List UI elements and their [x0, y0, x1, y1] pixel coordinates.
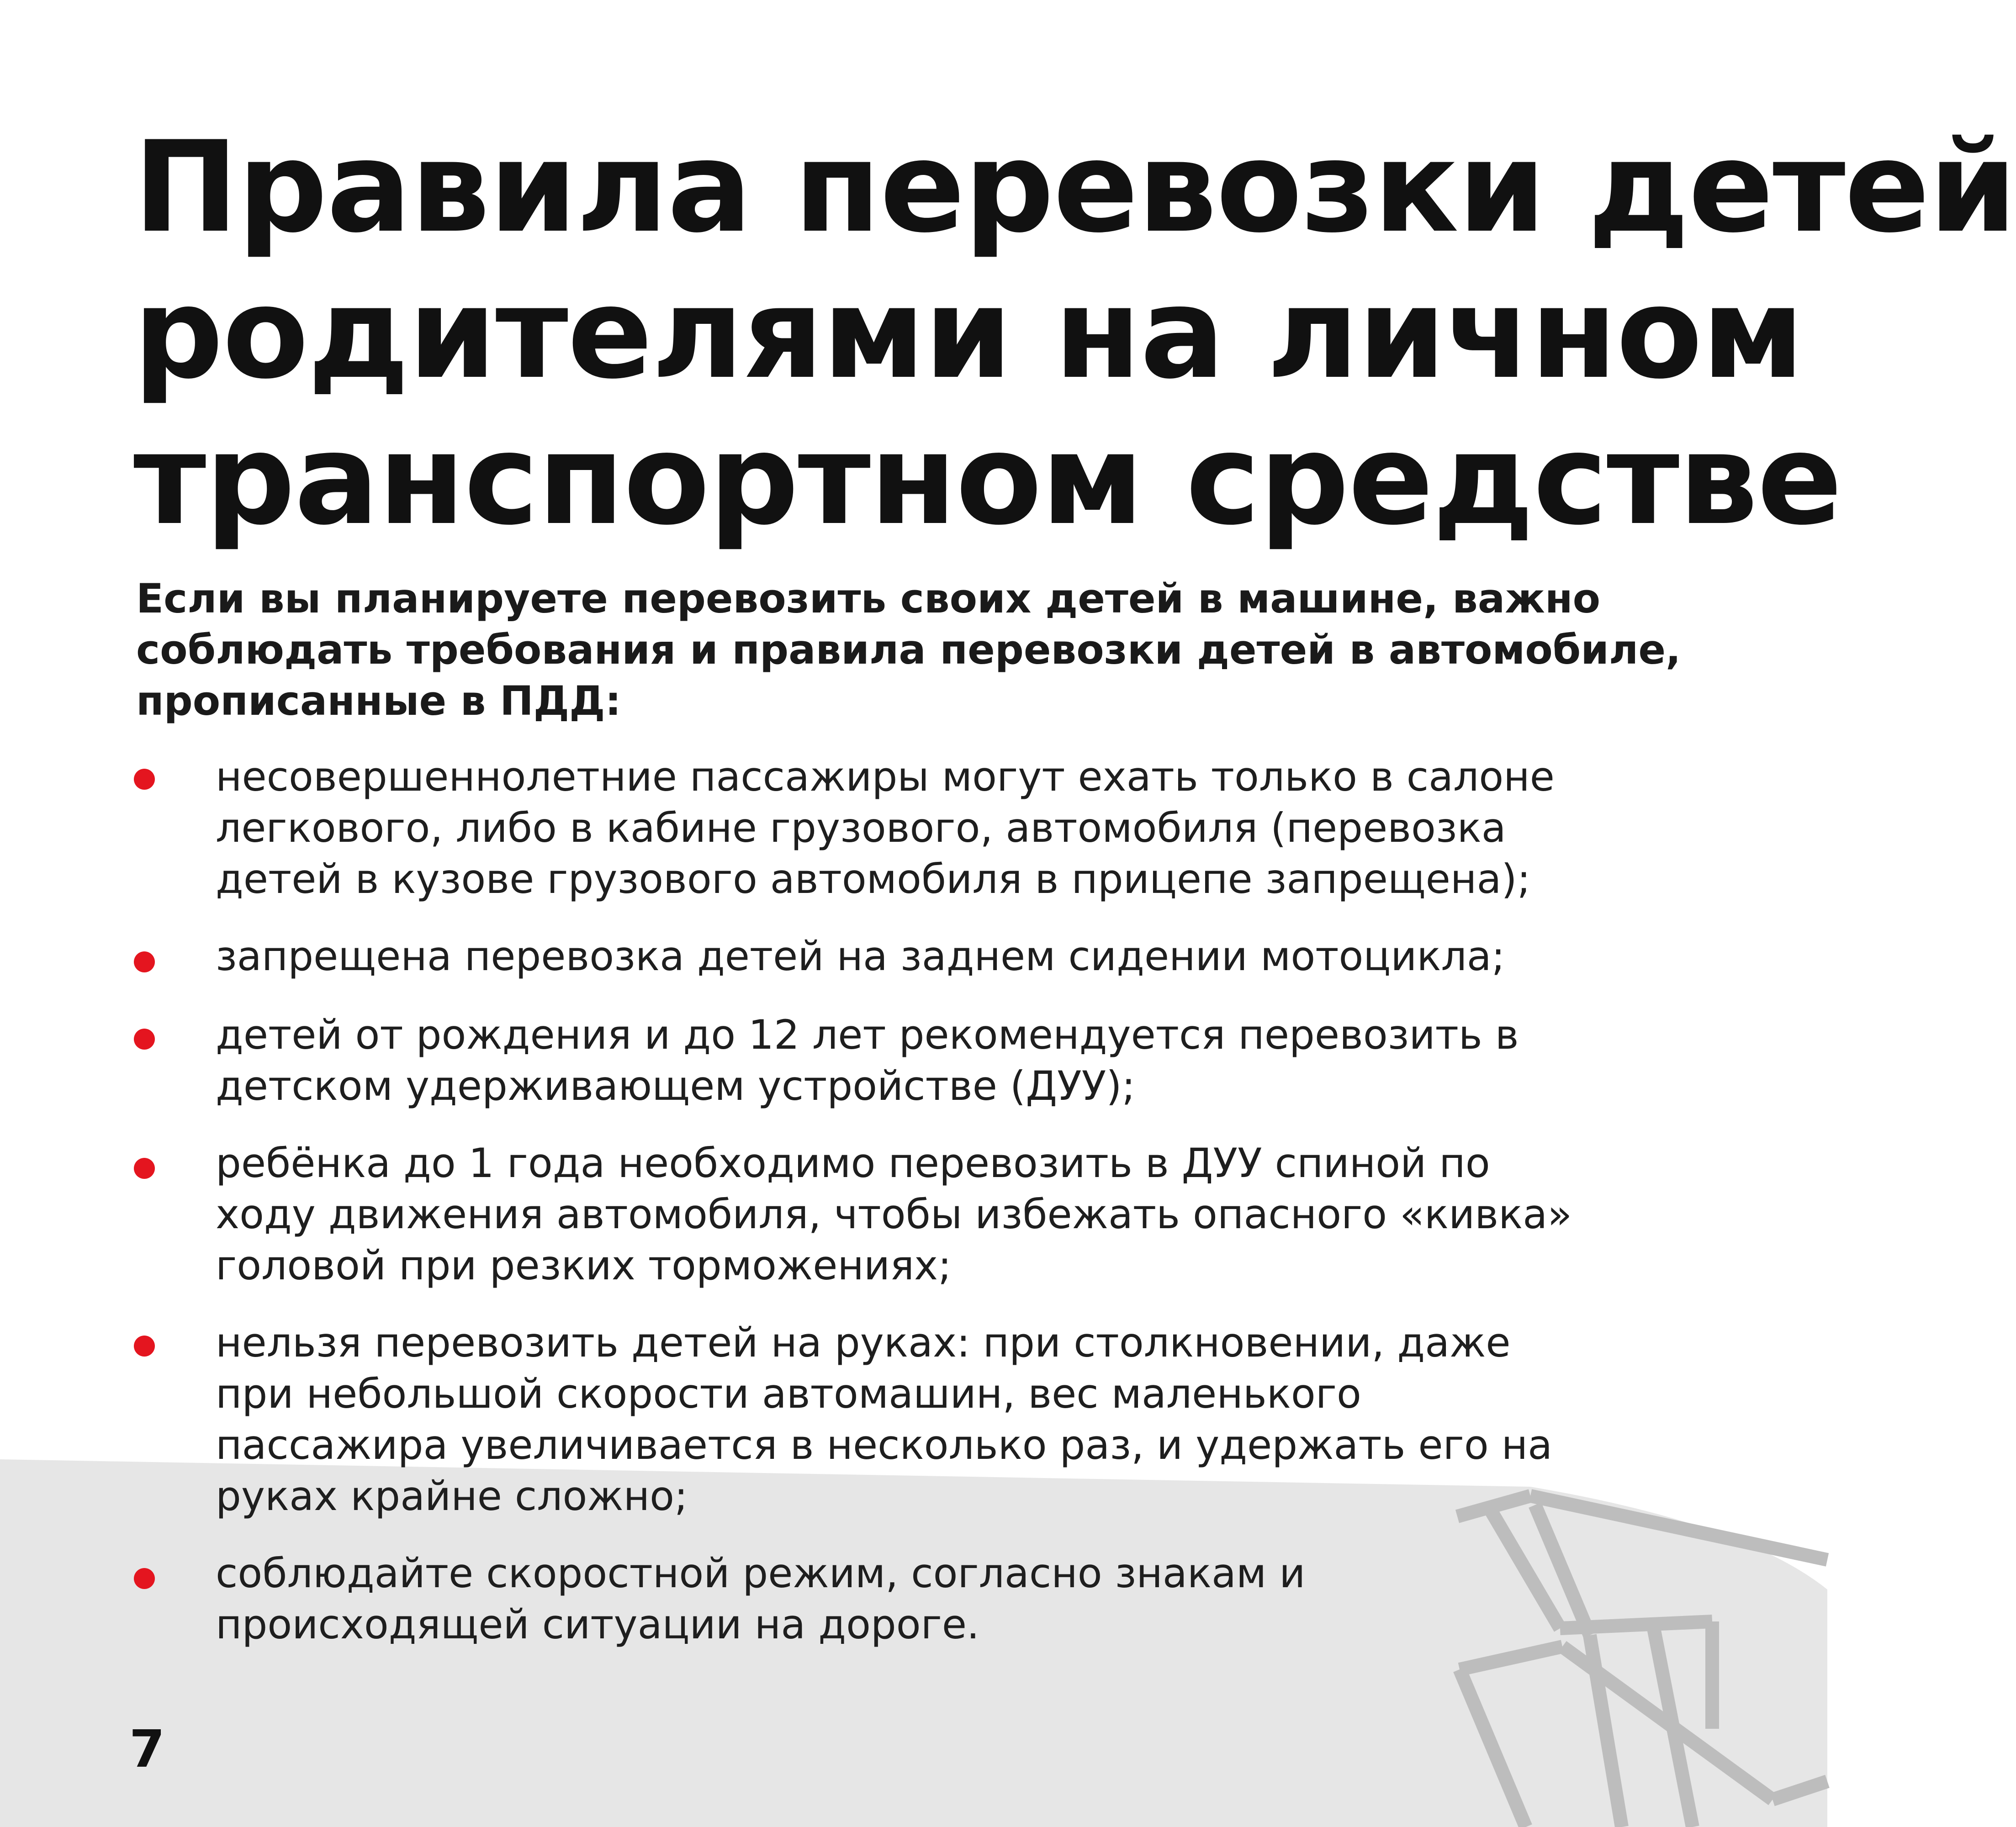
list-item: [0, 931, 1827, 982]
rule-line: происходящей ситуации на дороге.: [216, 1601, 979, 1648]
rule-line: нельзя перевозить детей на руках: при столкновении, даже: [216, 1319, 1511, 1366]
red-dot-icon: [134, 1158, 155, 1179]
title-line: транспортном средстве: [133, 407, 1841, 553]
rule-text: [216, 1009, 1668, 1112]
red-dot-icon: [134, 1029, 155, 1050]
red-dot-icon: [134, 951, 155, 972]
red-dot-icon: [134, 1336, 155, 1357]
page-title: [133, 114, 2016, 553]
rule-line: детском удерживающем устройстве (ДУУ);: [216, 1062, 1136, 1109]
title-line: родителями на личном: [133, 260, 1804, 407]
rule-text: [216, 751, 1668, 905]
intro-line: Если вы планируете перевозить своих детей в машине, важно: [136, 575, 1601, 622]
rule-line: руках крайне сложно;: [216, 1473, 688, 1520]
rules-list: [0, 751, 1827, 1650]
rule-line: ребёнка до 1 года необходимо перевозить в ДУУ спиной по: [216, 1140, 1490, 1187]
list-item: [0, 1548, 1827, 1650]
title-line: Правила перевозки детей: [133, 114, 2016, 260]
rule-text: [216, 931, 1668, 982]
list-item: [0, 751, 1827, 905]
red-dot-icon: [134, 1568, 155, 1589]
rule-line: ходу движения автомобиля, чтобы избежать опасного «кивка»: [216, 1191, 1572, 1238]
rule-line: пассажира увеличивается в несколько раз, и удержать его на: [216, 1421, 1553, 1468]
rule-text: [216, 1548, 1668, 1650]
intro-line: соблюдать требования и правила перевозки детей в автомобиле,: [136, 626, 1681, 673]
rule-line: детей в кузове грузового автомобиля в прицепе запрещена);: [216, 855, 1531, 903]
page-number: 7: [129, 1720, 165, 1779]
rule-text: [216, 1317, 1668, 1522]
list-item: [0, 1009, 1827, 1112]
rule-line: головой при резких торможениях;: [216, 1242, 952, 1289]
rule-line: несовершеннолетние пассажиры могут ехать только в салоне: [216, 753, 1555, 800]
rule-line: соблюдайте скоростной режим, согласно знакам и: [216, 1550, 1306, 1597]
rule-line: легкового, либо в кабине грузового, автомобиля (перевозка: [216, 804, 1506, 851]
intro-paragraph: [136, 573, 1712, 727]
red-dot-icon: [134, 769, 155, 790]
rule-line: при небольшой скорости автомашин, вес маленького: [216, 1370, 1361, 1417]
rule-line: запрещена перевозка детей на заднем сидении мотоцикла;: [216, 933, 1505, 980]
intro-line: прописанные в ПДД:: [136, 677, 621, 724]
rule-line: детей от рождения и до 12 лет рекомендуется перевозить в: [216, 1011, 1519, 1058]
list-item: [0, 1317, 1827, 1522]
rule-text: [216, 1138, 1668, 1291]
list-item: [0, 1138, 1827, 1291]
